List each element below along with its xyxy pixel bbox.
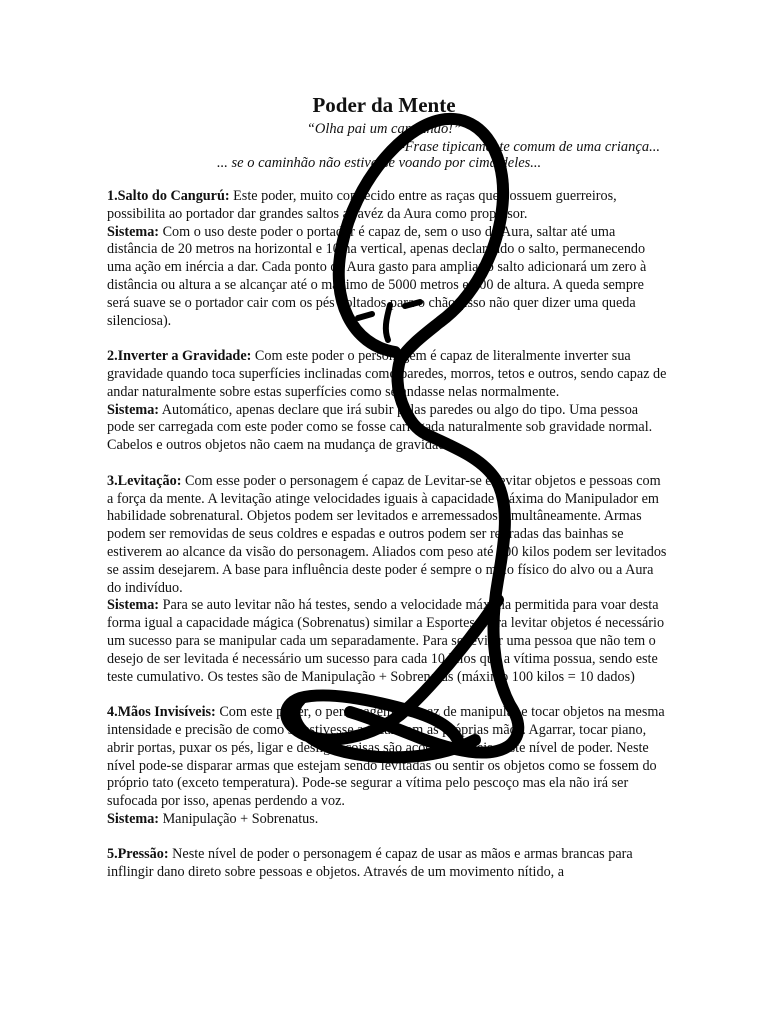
section-text: Este poder, muito conhecido entre as raças que possuem guerreiros, possibilita ao portador dar grandes saltos atravéz da Aura como propulsor.	[107, 188, 617, 222]
system-label: Sistema:	[107, 223, 160, 240]
epigraph-continuation: ... se o caminhão não estivesse voando por cima deles...	[217, 155, 542, 171]
system-paragraph	[107, 402, 667, 455]
section-heading: 4.Mãos Invisíveis:	[107, 704, 216, 721]
system-text: Manipulação + Sobrenatus.	[159, 810, 319, 827]
section-paragraph	[107, 188, 667, 224]
system-label: Sistema:	[107, 401, 160, 418]
section-salto-do-canguru	[107, 188, 667, 330]
system-label: Sistema:	[107, 810, 160, 827]
section-pressao	[107, 846, 667, 882]
section-text: Com este poder, o personagem é capaz de manipular e tocar objetos na mesma intensidade e precisão de como se estivesse a tocar com as próprias mãos. Agarrar, tocar piano, abrir portas, puxar os pés, ligar e desligar coisas são ações possíveis neste nível de poder. Neste nível pode-se disparar armas que estejam sendo levitadas ou sentir os objetos como se fossem do próprio tato (exceto temperatura). Pode-se segurar a vítima pelo pescoço mas ela não irá ser sufocada por isso, apenas perdendo a voz.	[107, 704, 665, 810]
section-paragraph	[107, 846, 667, 882]
section-maos-invisiveis	[107, 704, 667, 829]
document-body	[107, 188, 667, 900]
epigraph-attribution: -Frase tipicamente comum de uma criança...	[399, 139, 660, 155]
page-title: Poder da Mente	[312, 93, 456, 117]
section-paragraph	[107, 348, 667, 401]
system-text: Para se auto levitar não há testes, sendo a velocidade máxima permitida para voar desta forma igual a capacidade mágica (Sobrenatus) similar a Esportes. Para levitar objetos é necessário um sucesso para se manipular cada um separadamente. Para se levitar uma pessoa que não tem o desejo de ser levitada é necessário um sucesso para cada 10 kilos que a vítima possua, sendo este teste cumulativo. Os testes são de Manipulação + Sobrenatus (máximo 100 kilos = 10 dados)	[107, 597, 665, 685]
section-text: Com este poder o personagem é capaz de literalmente inverter sua gravidade quando toca superfícies inclinadas como paredes, morros, tetos e outros, sendo capaz de andar naturalmente sobre estas superfícies como se andasse nelas normalmente.	[107, 348, 667, 400]
epigraph-quote: “Olha pai um caminhão!”	[306, 121, 462, 137]
section-heading: 5.Pressão:	[107, 846, 169, 863]
system-label: Sistema:	[107, 597, 160, 614]
system-text: Automático, apenas declare que irá subir pelas paredes ou algo do tipo. Uma pessoa pode ser carregada com este poder como se fosse carregada naturalmente sob gravidade normal. Cabelos e outros objetos não caem na mudança de gravidade.	[107, 401, 653, 454]
section-heading: 1.Salto do Cangurú:	[107, 188, 230, 204]
section-text: Com esse poder o personagem é capaz de Levitar-se e levitar objetos e pessoas com a força da mente. A levitação atinge velocidades iguais à capacidade máxima do Manipulador em habilidade sobrenatural. Objetos podem ser levitados e arremessados simultâneamente. Armas podem ser removidas de seus coldres e espadas e outros podem ser retiradas das bainhas se estiverem ao alcance da visão do personagem. Aliados com peso até 100 kilos podem ser levitados se assim desejarem. A base para influência deste poder é sempre o meio físico do alvo ou a Aura do indivíduo.	[107, 472, 667, 596]
system-paragraph	[107, 811, 667, 829]
section-inverter-a-gravidade	[107, 348, 667, 455]
section-paragraph	[107, 704, 667, 811]
section-paragraph	[107, 473, 667, 598]
system-text: Com o uso deste poder o portador é capaz de, sem o uso de Aura, saltar até uma distância de 20 metros na horizontal e 10 na vertical, apenas declarando o salto, permanecendo uma ação em inércia a dar. Cada ponto de Aura gasto para ampliar o salto adicionará um zero à distância ou altura a se alcançar até o máximo de 5000 metros e 500 de altura. A queda sempre será suave se o portador cair com os pés voltados para o chão (isso não quer dizer uma queda silenciosa).	[107, 223, 647, 329]
system-paragraph	[107, 224, 667, 331]
section-text: Neste nível de poder o personagem é capaz de usar as mãos e armas brancas para inflingir dano direto sobre pessoas e objetos. Através de um movimento nítido, a	[107, 846, 633, 881]
section-heading: 2.Inverter a Gravidade:	[107, 348, 252, 365]
section-heading: 3.Levitação:	[107, 472, 182, 489]
system-paragraph	[107, 597, 667, 686]
section-levitacao	[107, 473, 667, 687]
